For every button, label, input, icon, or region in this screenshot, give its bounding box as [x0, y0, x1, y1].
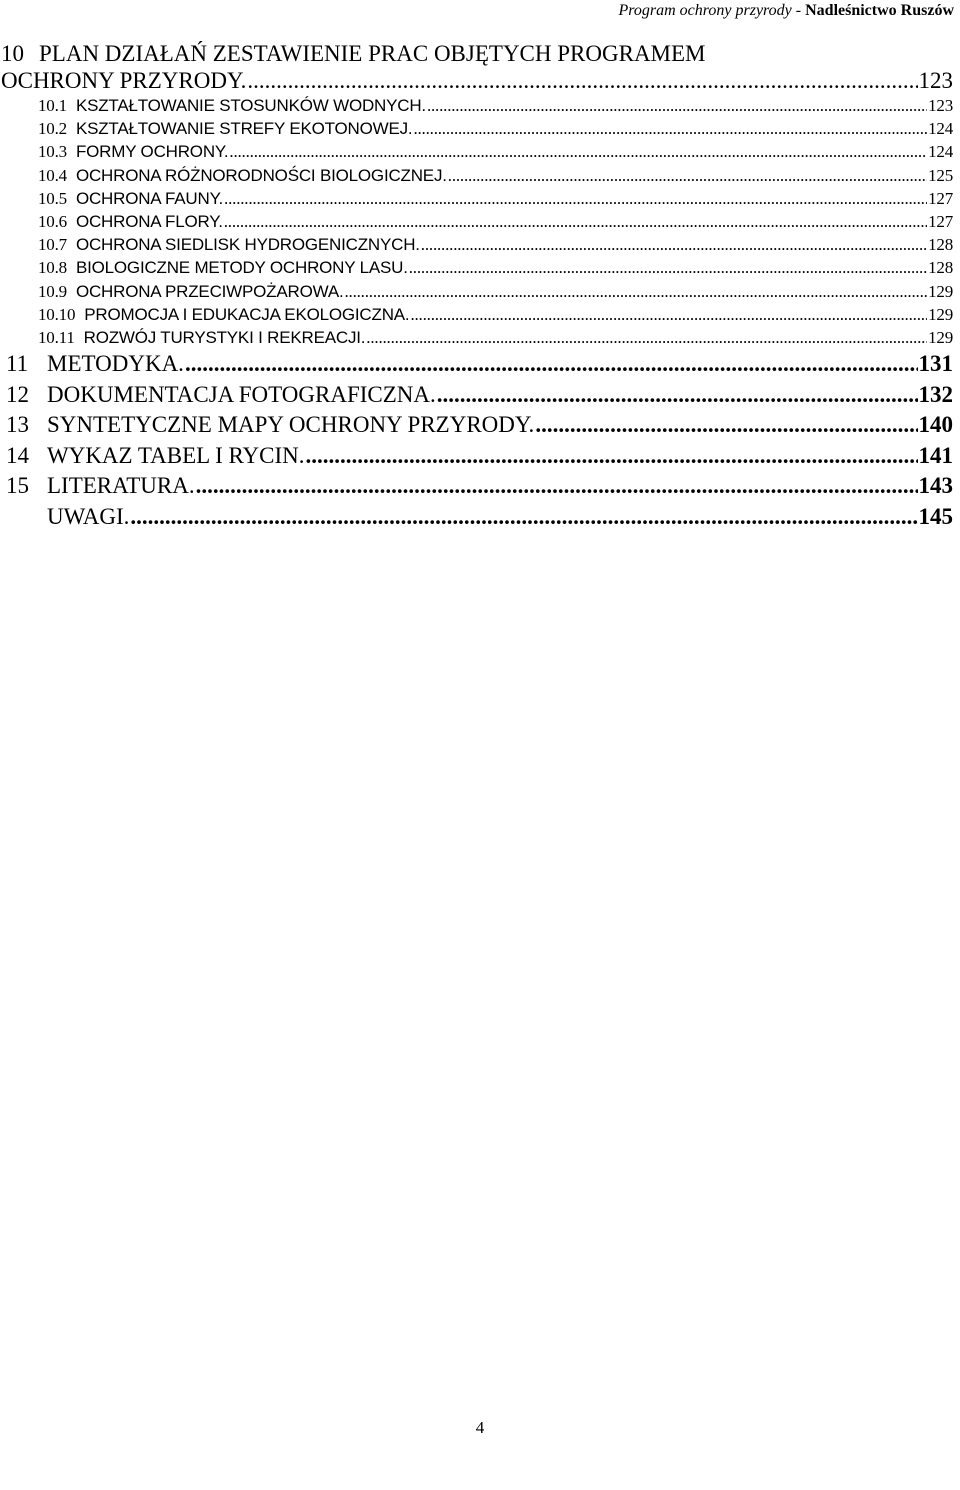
dot-leader: [224, 187, 927, 210]
toc-entry-title: PROMOCJA I EDUKACJA EKOLOGICZNA.: [84, 304, 410, 324]
page-number-footer: 4: [475, 1418, 485, 1437]
toc-entry-title: KSZTAŁTOWANIE STREFY EKOTONOWEJ.: [75, 119, 413, 139]
toc-chapter-title: LITERATURA.: [47, 473, 195, 499]
toc-entry-title: BIOLOGICZNE METODY OCHRONY LASU.: [75, 258, 408, 278]
toc-chapter[interactable]: [0, 410, 953, 441]
toc-entry-number: 10.1: [38, 96, 67, 115]
toc-page-number: 124: [928, 142, 953, 162]
toc-entry-number: 10.7: [38, 235, 67, 255]
toc-entry[interactable]: [0, 280, 953, 303]
toc-chapter[interactable]: [0, 380, 953, 411]
toc-chapter[interactable]: [0, 441, 953, 472]
dot-leader: [366, 326, 927, 349]
toc-entry-number: 10.5: [38, 188, 67, 208]
dot-leader: [448, 164, 927, 187]
toc-entry[interactable]: [0, 233, 953, 256]
toc-chapter-number: 13: [6, 412, 29, 438]
toc-entry[interactable]: [0, 256, 953, 279]
toc-entry[interactable]: [0, 117, 953, 140]
toc-chapter-number: 12: [6, 381, 29, 407]
header-district-name: Nadleśnictwo Ruszów: [805, 2, 954, 19]
dot-leader: [344, 280, 927, 303]
dot-leader: [306, 441, 918, 472]
toc-entry[interactable]: [0, 140, 953, 163]
toc-chapter-number: 14: [6, 442, 29, 468]
toc-chapter-title: WYKAZ TABEL I RYCIN.: [47, 442, 305, 468]
toc-entry[interactable]: [0, 303, 953, 326]
toc-entry-title: OCHRONA FLORY.: [75, 212, 223, 232]
toc-entry-number: 10.11: [38, 328, 75, 348]
toc-entry-title: FORMY OCHRONY.: [75, 142, 229, 162]
toc-page-number: 131: [918, 351, 953, 377]
dot-leader: [421, 233, 927, 256]
toc-entry[interactable]: [0, 326, 953, 349]
toc-page-number: 129: [928, 304, 953, 324]
toc-chapter-number: 10: [1, 41, 24, 66]
toc-chapter-number: 11: [6, 351, 29, 377]
toc-entry-number: 10.4: [38, 165, 67, 185]
dot-leader: [185, 349, 918, 380]
dot-leader: [427, 94, 927, 117]
dot-leader: [409, 256, 927, 279]
toc-chapter-10-line1: [1, 40, 953, 67]
toc-entry-number: 10.2: [38, 119, 67, 139]
dot-leader: [130, 502, 917, 533]
toc-page-number: 143: [918, 473, 953, 499]
toc-entry-number: 10.3: [38, 142, 67, 162]
toc-page-number: 124: [928, 119, 953, 139]
toc-page-number: 125: [928, 165, 953, 185]
dot-leader: [410, 303, 927, 326]
dot-leader: [229, 140, 927, 163]
toc-chapter-title: METODYKA.: [47, 351, 184, 377]
toc-chapter-title-cont: OCHRONY PRZYRODY.: [1, 68, 247, 93]
toc-entry-title: OCHRONA PRZECIWPOŻAROWA.: [75, 281, 344, 301]
toc-page-number: 128: [928, 235, 953, 255]
toc-entry-title: OCHRONA SIEDLISK HYDROGENICZNYCH.: [75, 235, 420, 255]
toc-entry-title: ROZWÓJ TURYSTYKI I REKREACJI.: [83, 328, 366, 348]
toc-uwagi[interactable]: [0, 502, 953, 533]
toc-chapter[interactable]: [0, 471, 953, 502]
toc-entry-number: 10.8: [38, 258, 67, 278]
toc-entry-title: KSZTAŁTOWANIE STOSUNKÓW WODNYCH.: [75, 96, 426, 115]
toc-chapter[interactable]: [0, 349, 953, 380]
toc-page-number: 129: [928, 281, 953, 301]
toc-page-number: 145: [918, 503, 953, 529]
toc-entry[interactable]: [0, 187, 953, 210]
toc-entry-title: OCHRONA FAUNY.: [75, 188, 224, 208]
dot-leader: [437, 380, 918, 411]
toc-page-number: 129: [928, 328, 953, 348]
toc-entry[interactable]: [0, 94, 953, 117]
toc-entry-number: 10.6: [38, 212, 67, 232]
toc-chapter-title: PLAN DZIAŁAŃ ZESTAWIENIE PRAC OBJĘTYCH PROGRAMEM: [39, 41, 706, 66]
toc-entry-number: 10.9: [38, 281, 67, 301]
toc-page-number: 141: [918, 442, 953, 468]
toc-chapter-10-line2[interactable]: [1, 67, 953, 94]
toc-chapter-title: SYNTETYCZNE MAPY OCHRONY PRZYRODY.: [47, 412, 535, 438]
toc-page-number: 127: [928, 212, 953, 232]
toc-entry[interactable]: [0, 164, 953, 187]
toc-entry-title: OCHRONA RÓŻNORODNOŚCI BIOLOGICZNEJ.: [75, 165, 447, 185]
toc-entry-number: 10.10: [38, 304, 76, 324]
dot-leader: [196, 471, 918, 502]
toc-chapter-10: [1, 40, 953, 94]
toc-page-number: 140: [918, 412, 953, 438]
page-header: [618, 2, 954, 20]
toc-entry[interactable]: [0, 210, 953, 233]
toc-page-number: 132: [918, 381, 953, 407]
toc-chapter-number: 15: [6, 473, 29, 499]
dot-leader: [535, 410, 917, 441]
toc-page-number: 123: [918, 68, 953, 93]
dot-leader: [413, 117, 927, 140]
dot-leader: [224, 210, 927, 233]
table-of-contents: [0, 40, 953, 532]
toc-page-number: 123: [928, 96, 953, 115]
toc-chapter-title: UWAGI.: [47, 503, 130, 529]
dot-leader: [247, 67, 917, 94]
toc-page-number: 128: [928, 258, 953, 278]
toc-chapter-title: DOKUMENTACJA FOTOGRAFICZNA.: [47, 381, 436, 407]
toc-page-number: 127: [928, 188, 953, 208]
header-program-title: Program ochrony przyrody -: [618, 2, 806, 19]
